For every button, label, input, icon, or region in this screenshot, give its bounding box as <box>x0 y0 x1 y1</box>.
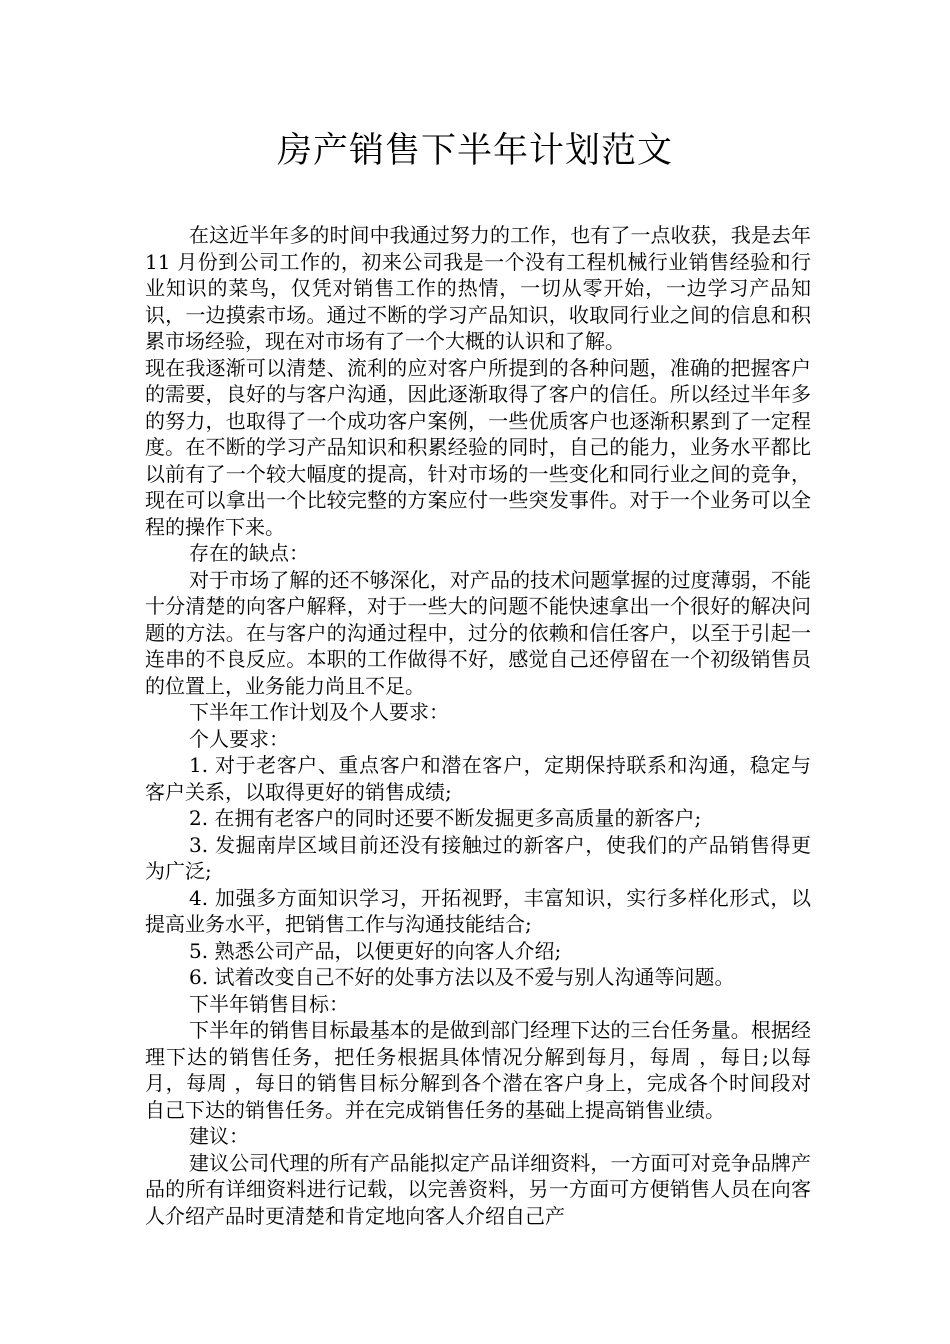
list-item-requirement-1: 1. 对于老客户、重点客户和潜在客户，定期保持联系和沟通，稳定与客户关系，以取得更好的销售成绩; <box>145 753 811 804</box>
heading-personal-requirements: 个人要求： <box>189 726 289 751</box>
document-body <box>145 222 811 1229</box>
paragraph-sales-target: 下半年的销售目标最基本的是做到部门经理下达的三台任务量。根据经理下达的销售任务，把任务根据具体情况分解到每月，每周 ，每日;以每月，每周 ，每日的销售目标分解到各个潜在客户身上，完成各个时间段对自己下达的销售任务。并在完成销售任务的基础上提高销售业绩。 <box>145 1018 811 1122</box>
document-title: 房产销售下半年计划范文 <box>276 131 673 171</box>
paragraph-shortcomings: 对于市场了解的还不够深化，对产品的技术问题掌握的过度薄弱，不能十分清楚的向客户解释，对于一些大的问题不能快速拿出一个很好的解决问题的方法。在与客户的沟通过程中，过分的依赖和信任客户，以至于引起一连串的不良反应。本职的工作做得不好，感觉自己还停留在一个初级销售员的位置上，业务能力尚且不足。 <box>145 567 811 698</box>
paragraph-suggestions: 建议公司代理的所有产品能拟定产品详细资料，一方面可对竞争品牌产品的所有详细资料进行记载，以完善资料，另一方面可方便销售人员在向客人介绍产品时更清楚和肯定地向客人介绍自己产 <box>145 1150 811 1228</box>
list-item-requirement-5: 5. 熟悉公司产品，以便更好的向客人介绍; <box>189 938 562 963</box>
heading-work-plan: 下半年工作计划及个人要求： <box>189 700 449 724</box>
paragraph-progress: 现在我逐渐可以清楚、流利的应对客户所提到的各种问题，准确的把握客户的需要，良好的与客户沟通，因此逐渐取得了客户的信任。所以经过半年多的努力，也取得了一个成功客户案例，一些优质客户也逐渐积累到了一定程度。在不断的学习产品知识和积累经验的同时，自己的能力，业务水平都比以前有了一个较大幅度的提高，针对市场的一些变化和同行业之间的竞争，现在可以拿出一个比较完整的方案应付一些突发事件。对于一个业务可以全程的操作下来。 <box>145 355 811 539</box>
list-item-requirement-2: 2. 在拥有老客户的同时还要不断发掘更多高质量的新客户; <box>189 806 702 830</box>
paragraph-intro: 在这近半年多的时间中我通过努力的工作，也有了一点收获，我是去年 11 月份到公司工作的，初来公司我是一个没有工程机械行业销售经验和行业知识的菜鸟，仅凭对销售工作的热情，一切从零开始，一边学习产品知识，一边摸索市场。通过不断的学习产品知识，收取同行业之间的信息和积累市场经验，现在对市场有了一个大概的认识和了解。 <box>145 223 811 353</box>
heading-suggestions: 建议： <box>189 1124 249 1148</box>
heading-shortcomings: 存在的缺点： <box>189 541 309 565</box>
list-item-requirement-4: 4. 加强多方面知识学习，开拓视野，丰富知识，实行多样化形式，以提高业务水平，把销售工作与沟通技能结合; <box>145 885 811 936</box>
list-item-requirement-6: 6. 试着改变自己不好的处事方法以及不爱与别人沟通等问题。 <box>189 965 735 989</box>
list-item-requirement-3: 3. 发掘南岸区域目前还没有接触过的新客户，使我们的产品销售得更为广泛; <box>145 832 811 883</box>
heading-sales-target: 下半年销售目标： <box>189 991 349 1016</box>
